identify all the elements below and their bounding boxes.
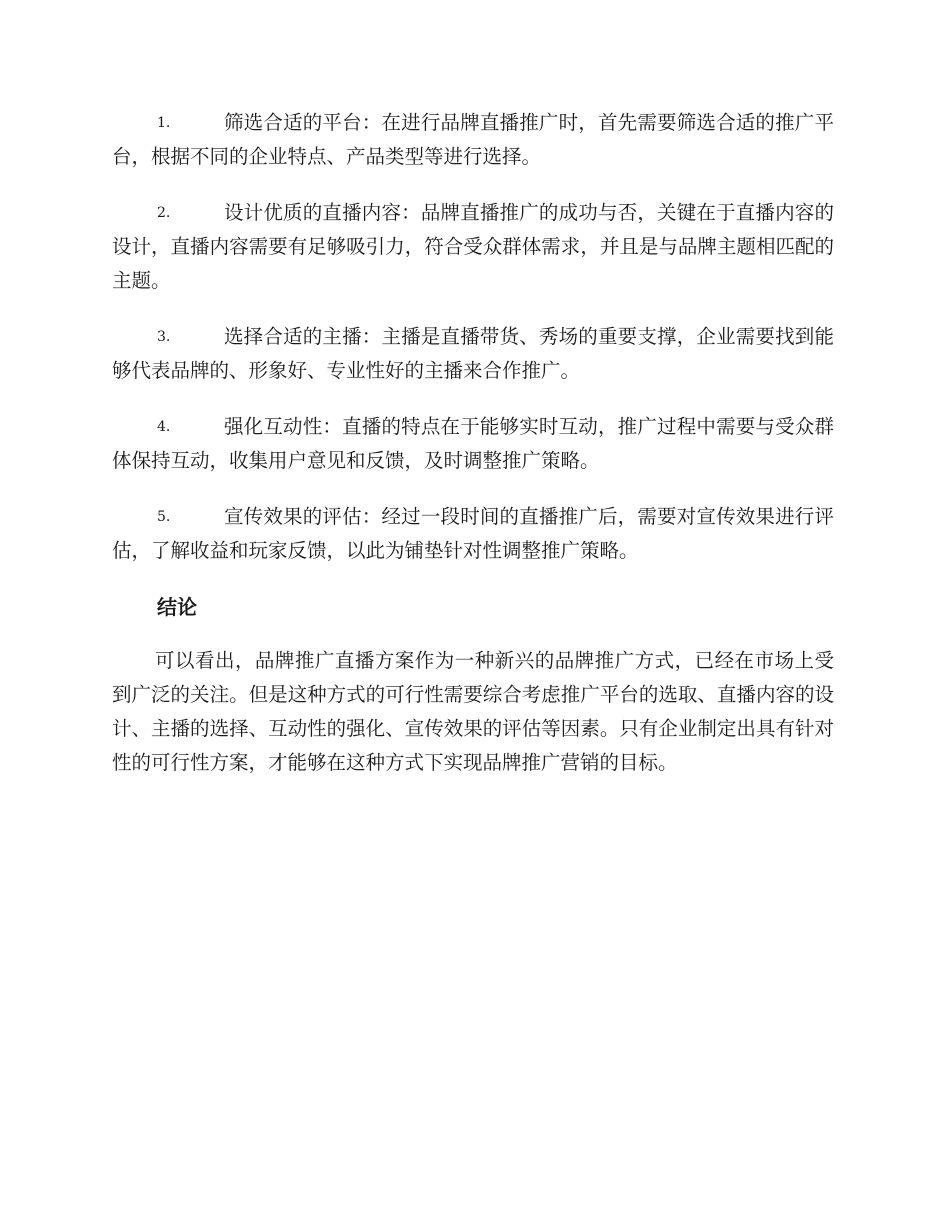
- list-number: 3.: [157, 329, 171, 345]
- list-item: [112, 320, 834, 388]
- list-number: 5.: [157, 509, 171, 525]
- list-item: [112, 196, 834, 298]
- list-item-text: 筛选合适的平台：在进行品牌直播推广时，首先需要筛选合适的推广平台，根据不同的企业特点、产品类型等进行选择。: [112, 111, 834, 168]
- conclusion-paragraph: 可以看出，品牌推广直播方案作为一种新兴的品牌推广方式，已经在市场上受到广泛的关注。但是这种方式的可行性需要综合考虑推广平台的选取、直播内容的设计、主播的选择、互动性的强化、宣传效果的评估等因素。只有企业制定出具有针对性的可行性方案，才能够在这种方式下实现品牌推广营销的目标。: [112, 649, 834, 774]
- list-item-text: 宣传效果的评估：经过一段时间的直播推广后，需要对宣传效果进行评估，了解收益和玩家反馈，以此为铺垫针对性调整推广策略。: [112, 505, 834, 562]
- list-item: [112, 410, 834, 478]
- conclusion-heading: 结论: [157, 595, 197, 619]
- list-number: 4.: [157, 419, 171, 435]
- list-item: [112, 500, 834, 568]
- list-number: 2.: [157, 205, 171, 221]
- list-item-text: 强化互动性：直播的特点在于能够实时互动，推广过程中需要与受众群体保持互动，收集用户意见和反馈，及时调整推广策略。: [112, 415, 834, 472]
- list-number: 1.: [157, 115, 171, 131]
- document-page: [112, 106, 834, 780]
- list-item-text: 设计优质的直播内容：品牌直播推广的成功与否，关键在于直播内容的设计，直播内容需要有足够吸引力，符合受众群体需求，并且是与品牌主题相匹配的主题。: [112, 201, 834, 292]
- list-item: [112, 106, 834, 174]
- list-item-text: 选择合适的主播：主播是直播带货、秀场的重要支撑，企业需要找到能够代表品牌的、形象好、专业性好的主播来合作推广。: [112, 325, 834, 382]
